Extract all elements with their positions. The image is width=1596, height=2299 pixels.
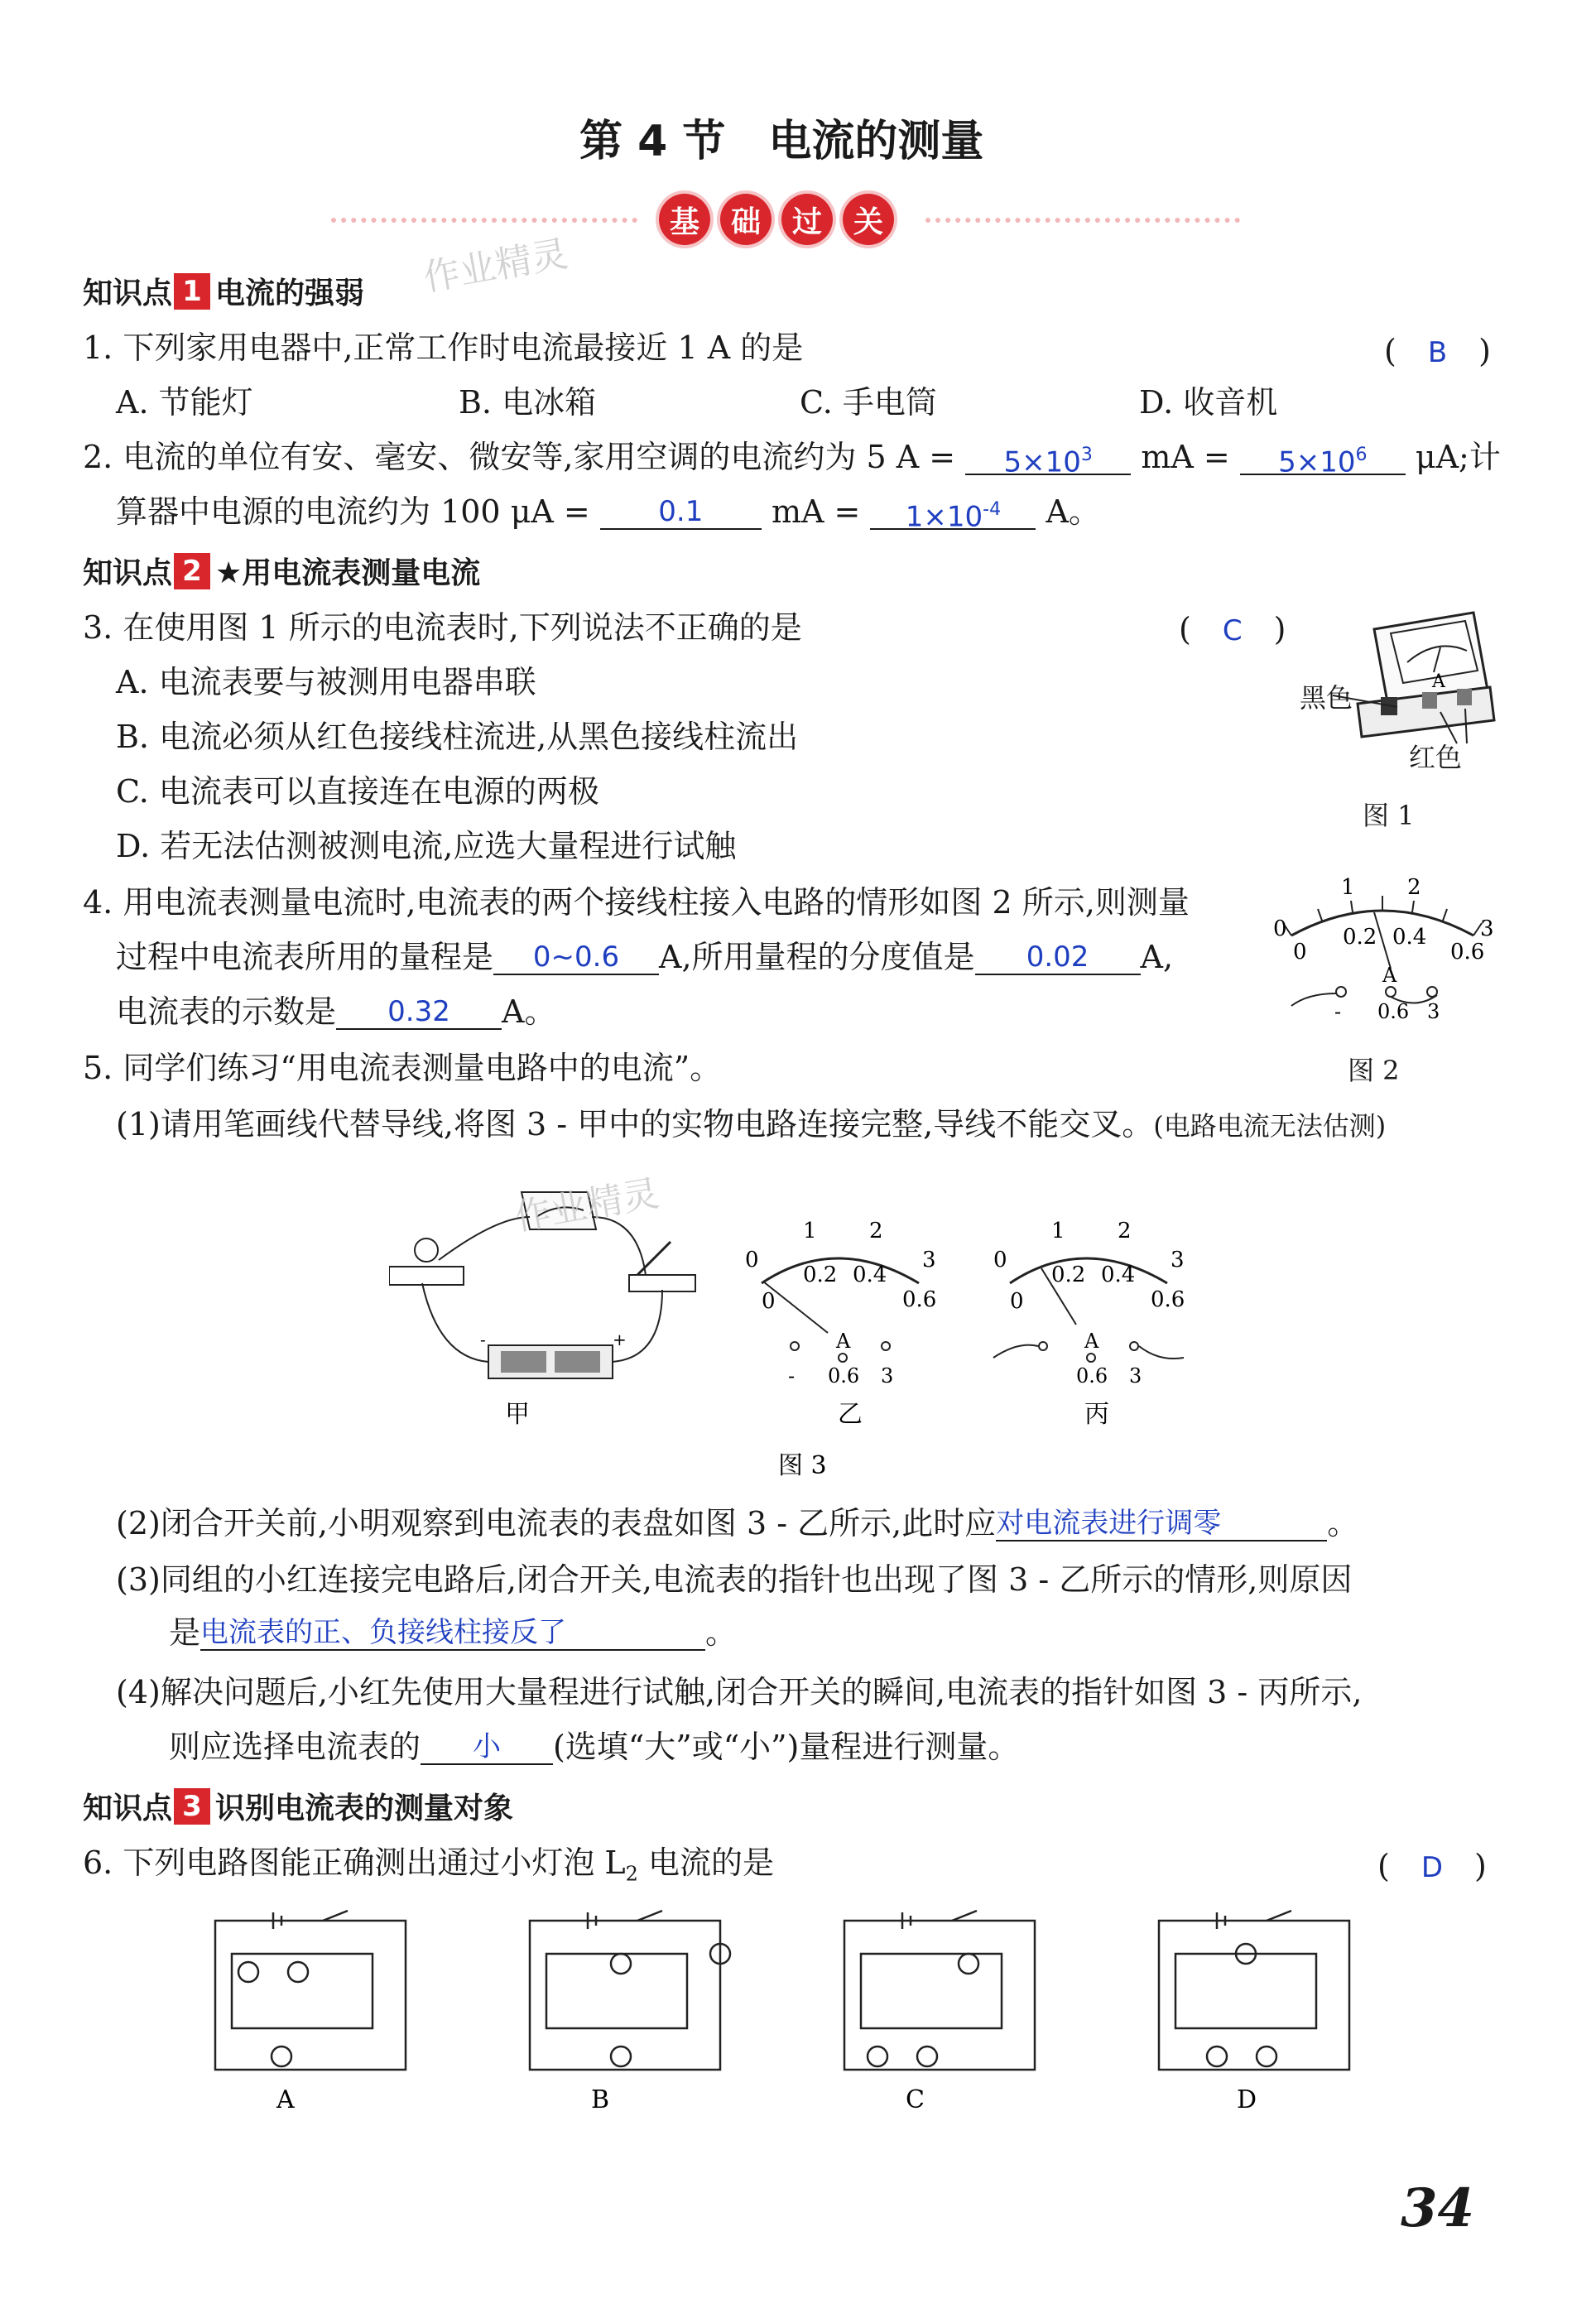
watermark: 作业精灵 [511, 1172, 662, 1239]
terminal-label: 0.6 [828, 1364, 860, 1388]
q5-sub1 [116, 1106, 1386, 1144]
q4-text: 电流表的示数是 [116, 993, 337, 1030]
figure-3-label-yi: 乙 [838, 1400, 863, 1429]
dial-tick-label: 3 [1480, 916, 1494, 941]
q4-blank-3 [336, 993, 502, 1030]
q5-text: (2)闭合开关前,小明观察到电流表的表盘如图 3 - 乙所示,此时应 [116, 1505, 997, 1541]
terminal-label: 0.6 [1377, 1000, 1410, 1023]
q6-option-label: C [906, 2085, 925, 2114]
q2-answer-1: 5×10 [1003, 445, 1081, 479]
q2-answer-4: 1×10 [905, 500, 983, 534]
q5-text: 是 [169, 1614, 201, 1651]
dial-tick-label: 0.4 [853, 1263, 887, 1287]
q2-text: 算器中电源的电流约为 100 μA = [116, 493, 590, 530]
q6-text: 电流的是 [637, 1844, 775, 1881]
q2-answer-4-exp: -4 [983, 499, 1002, 520]
q4-line1: 4. 用电流表测量电流时,电流表的两个接线柱接入电路的情形如图 2 所示,则测量 [83, 884, 1190, 921]
q4-text: A。 [502, 993, 556, 1030]
kp-number: 1 [174, 273, 210, 310]
q3-option: B. 电流必须从红色接线柱流进,从黑色接线柱流出 [116, 719, 799, 755]
figure-1-caption: 图 1 [1363, 800, 1415, 831]
kp-title: ★用电流表测量电流 [215, 556, 481, 590]
dial-tick-label: 0.2 [803, 1263, 838, 1287]
dial-tick-label: 0.4 [1101, 1263, 1136, 1287]
banner-dots-right [925, 218, 1240, 223]
dial-tick-label: 3 [922, 1248, 936, 1272]
q2-answer-3: 0.1 [658, 495, 704, 528]
q6-option-label: B [591, 2085, 610, 2114]
q3-option: C. 电流表可以直接连在电源的两极 [116, 773, 599, 810]
q5-sub4: (4)解决问题后,小红先使用大量程进行试触,闭合开关的瞬间,电流表的指针如图 3 - 丙所示, [116, 1674, 1363, 1710]
dial-tick-label: 0.4 [1392, 925, 1427, 950]
q4-text: A, [1140, 939, 1174, 975]
q3-stem: 3. 在使用图 1 所示的电流表时,下列说法不正确的是 [83, 609, 802, 646]
figure-3-label-bing: 丙 [1084, 1400, 1109, 1429]
figure-3-label-jia: 甲 [505, 1400, 530, 1429]
q4-blank-2 [975, 939, 1141, 975]
terminal-label: 3 [881, 1364, 894, 1388]
q1-option: C. 手电筒 [800, 384, 937, 421]
svg-text:+: + [613, 1330, 627, 1349]
q5-blank-2 [996, 1505, 1327, 1541]
svg-text:A: A [1432, 671, 1445, 692]
q2-blank-1 [965, 439, 1131, 479]
q3-answer-bracket: ( C ) [1179, 611, 1286, 647]
kp-label: 知识点 [83, 277, 173, 310]
dial-tick-label: 2 [1118, 1219, 1132, 1243]
dial-tick-label: 0.2 [1051, 1263, 1086, 1287]
terminal-label: 3 [1427, 1000, 1440, 1023]
q6-text: 6. 下列电路图能正确测出通过小灯泡 L [83, 1844, 626, 1881]
q4-text: 过程中电流表所用的量程是 [116, 939, 494, 975]
page-title: 第 4 节 电流的测量 [579, 117, 984, 166]
dial-tick-label: 0 [1273, 916, 1287, 941]
dial-tick-label: 0.6 [1450, 940, 1485, 964]
terminal-label: 3 [1129, 1364, 1142, 1388]
q2-text: mA = [771, 493, 861, 530]
q4-answer-3: 0.32 [387, 995, 450, 1028]
q5-stem: 5. 同学们练习“用电流表测量电路中的电流”。 [83, 1050, 722, 1086]
q1-option: D. 收音机 [1139, 384, 1278, 421]
q6-answer-bracket: ( D ) [1377, 1848, 1487, 1884]
kp-number: 3 [174, 1788, 210, 1825]
kp-label: 知识点 [83, 556, 173, 590]
figure-3-yi-dial [745, 1219, 936, 1388]
dial-tick-label: 0 [745, 1248, 759, 1272]
q2-text: μA;计 [1415, 439, 1501, 475]
q5-text: 则应选择电流表的 [169, 1729, 421, 1765]
figure-2-caption: 图 2 [1348, 1055, 1400, 1086]
q3-option: D. 若无法估测被测电流,应选大量程进行试触 [116, 828, 737, 864]
q3-answer: C [1222, 614, 1243, 647]
q5-text: 。 [705, 1614, 738, 1651]
q2-text: 2. 电流的单位有安、毫安、微安等,家用空调的电流约为 5 A = [83, 439, 956, 475]
q5-sub4-cont [169, 1729, 1019, 1765]
kp-title: 识别电流表的测量对象 [215, 1792, 514, 1825]
dial-tick-label: 0.6 [1151, 1287, 1185, 1312]
knowledge-point-2 [83, 550, 480, 592]
q6-circuit-options [199, 1904, 1391, 2119]
q4-answer-1: 0~0.6 [532, 940, 620, 974]
q2-blank-2 [1240, 439, 1406, 479]
kp-title: 电流的强弱 [215, 277, 365, 310]
q4-text: A,所用量程的分度值是 [659, 939, 975, 975]
dial-tick-label: 3 [1171, 1248, 1185, 1272]
q5-sub3: (3)同组的小红连接完电路后,闭合开关,电流表的指针也出现了图 3 - 乙所示的情形,则原因 [116, 1561, 1353, 1598]
figure-3-bing-dial [993, 1219, 1185, 1388]
q5-answer-3: 电流表的正、负接线柱接反了 [200, 1616, 567, 1649]
q3-option: A. 电流表要与被测用电器串联 [116, 664, 536, 700]
figure-1-red-label: 红色 [1409, 742, 1463, 773]
q2-text: A。 [1046, 493, 1100, 530]
watermark: 作业精灵 [420, 233, 571, 300]
q4-line2 [116, 939, 1173, 975]
figure-2-meter-dial [1267, 853, 1498, 1035]
q1-answer: B [1427, 336, 1448, 369]
q6-answer: D [1421, 1851, 1444, 1884]
banner-char: 过 [781, 194, 833, 245]
q4-blank-1 [493, 939, 659, 975]
kp-label: 知识点 [83, 1792, 173, 1825]
q5-note: (电路电流无法估测) [1153, 1110, 1387, 1142]
dial-unit: A [1084, 1330, 1099, 1353]
section-banner [654, 194, 899, 245]
q2-answer-2: 5×10 [1278, 445, 1356, 479]
figure-3-caption: 图 3 [778, 1451, 827, 1480]
dial-tick-label: 0 [993, 1248, 1007, 1272]
dial-unit: A [836, 1330, 851, 1353]
q2-answer-2-exp: 6 [1355, 445, 1368, 465]
dial-tick-label: 1 [1051, 1219, 1065, 1243]
svg-text:-: - [480, 1330, 486, 1349]
q1-option: A. 节能灯 [116, 384, 253, 421]
dial-tick-label: 0.2 [1343, 925, 1377, 950]
banner-char: 关 [843, 194, 894, 245]
banner-dots-left [331, 218, 637, 223]
q2-blank-3 [600, 493, 762, 530]
q5-answer-4: 小 [473, 1730, 502, 1763]
q5-text: (1)请用笔画线代替导线,将图 3 - 甲中的实物电路连接完整,导线不能交叉。 [116, 1106, 1154, 1142]
q6-option-label: A [276, 2085, 295, 2114]
page-number: 34 [1401, 2177, 1475, 2239]
knowledge-point-1 [83, 270, 364, 312]
q1-option: B. 电冰箱 [459, 384, 597, 421]
dial-tick-label: 1 [803, 1219, 817, 1243]
figure-1-black-label: 黑色 [1300, 682, 1353, 714]
q2-line1 [83, 439, 1501, 479]
q4-line3 [116, 993, 555, 1030]
q2-answer-1-exp: 3 [1080, 445, 1093, 465]
q1-answer-bracket: ( B ) [1384, 333, 1491, 369]
dial-tick-label: 1 [1341, 875, 1355, 900]
terminal-label: 0.6 [1076, 1364, 1108, 1388]
dial-tick-label: 2 [1407, 875, 1421, 900]
q1-stem: 1. 下列家用电器中,正常工作时电流最接近 1 A 的是 [83, 329, 804, 366]
q4-answer-2: 0.02 [1026, 940, 1089, 974]
q5-sub2 [116, 1505, 1358, 1541]
dial-tick-label: 2 [869, 1219, 883, 1243]
q5-text: (选填“大”或“小”)量程进行测量。 [553, 1729, 1020, 1765]
q6-stem [83, 1844, 774, 1893]
knowledge-point-3 [83, 1785, 513, 1827]
q6-subscript: 2 [625, 1862, 638, 1886]
q5-sub3-cont [169, 1614, 737, 1651]
dial-unit: A [1382, 964, 1397, 987]
dial-tick-label: 0 [762, 1289, 776, 1314]
q5-answer-2: 对电流表进行调零 [996, 1507, 1222, 1540]
q5-blank-3 [200, 1614, 705, 1651]
dial-tick-label: 0.6 [902, 1287, 937, 1312]
banner-char: 基 [659, 194, 710, 245]
q6-option-label: D [1237, 2085, 1257, 2114]
banner-char: 础 [720, 194, 772, 245]
kp-number: 2 [174, 553, 210, 589]
q5-text: 。 [1327, 1505, 1359, 1541]
q2-text: mA = [1141, 439, 1230, 475]
q5-blank-4 [421, 1729, 553, 1765]
dial-tick-label: 0 [1010, 1289, 1024, 1314]
terminal-label: - [1334, 1000, 1342, 1023]
q2-blank-4 [870, 493, 1036, 534]
dial-tick-label: 0 [1293, 940, 1307, 964]
q2-line2 [116, 493, 1100, 534]
terminal-label: - [788, 1364, 796, 1388]
